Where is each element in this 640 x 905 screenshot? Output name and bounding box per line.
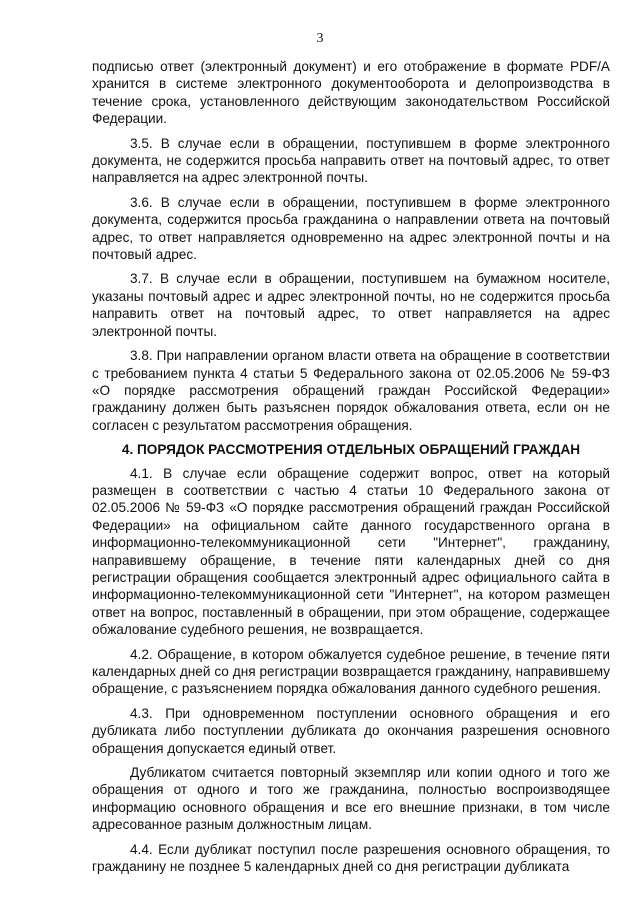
- page-number: 3: [316, 31, 324, 46]
- paragraph-4-3: 4.3. При одновременном поступлении основного обращения и его дубликата либо поступлении дубликата до окончания разрешения основного обращения допускается единый ответ.: [92, 705, 610, 756]
- paragraph-4-4: 4.4. Если дубликат поступил после разрешения основного обращения, то гражданину не позднее 5 календарных дней со дня регистрации дубликата: [92, 841, 610, 875]
- document-body: [92, 58, 610, 882]
- paragraph-3-6: 3.6. В случае если в обращении, поступившем в форме электронного документа, содержится просьба гражданина о направлении ответа на почтовый адрес, то ответ направляется одновременно на адрес электронной почты и на почтовый адрес.: [92, 194, 610, 263]
- paragraph-3-8: 3.8. При направлении органом власти ответа на обращение в соответствии с требованием пункта 4 статьи 5 Федерального закона от 02.05.2006 № 59-ФЗ «О порядке рассмотрения обращений граждан Российской Федерации» гражданину должен быть разъяснен порядок обжалования ответа, если он не согласен с результатом рассмотрения обращения.: [92, 348, 610, 433]
- paragraph-3-5: 3.5. В случае если в обращении, поступившем в форме электронного документа, не содержится просьба направить ответ на почтовый адрес, то ответ направляется на адрес электронной почты.: [92, 135, 610, 186]
- paragraph-continuation: подписью ответ (электронный документ) и его отображение в формате PDF/A хранится в системе электронного документооборота и делопроизводства в течение срока, установленного действующим законодательством Российской Федерации.: [92, 59, 610, 127]
- paragraph-duplicate-definition: Дубликатом считается повторный экземпляр или копии одного и того же обращения от одного и того же гражданина, полностью воспроизводящее информацию основного обращения и все его внешние признаки, в том числе адресованное разным должностным лицам.: [92, 765, 610, 833]
- paragraph-4-1: 4.1. В случае если обращение содержит вопрос, ответ на который размещен в соответствии с частью 4 статьи 10 Федерального закона от 02.05.2006 № 59-ФЗ «О порядке рассмотрения обращений граждан Российской Федерации» на официальном сайте данного государственного органа в информационно-телекоммуникационной сети "Интернет", гражданину, направившему обращение, в течение пяти календарных дней со дня регистрации обращения сообщается электронный адрес официального сайта в информационно-телекоммуникационной сети "Интернет", на котором размещен ответ на вопрос, поставленный в обращении, при этом обращение, содержащее обжалование судебного решения, не возвращается.: [92, 465, 610, 638]
- section-heading: 4. ПОРЯДОК РАССМОТРЕНИЯ ОТДЕЛЬНЫХ ОБРАЩЕНИЙ ГРАЖДАН: [121, 442, 581, 458]
- paragraph-3-7: 3.7. В случае если в обращении, поступившем на бумажном носителе, указаны почтовый адрес и адрес электронной почты, но не содержится просьба направить ответ на почтовый адрес, то ответ направляется на адрес электронной почты.: [92, 271, 610, 339]
- paragraph-4-2: 4.2. Обращение, в котором обжалуется судебное решение, в течение пяти календарных дней со дня регистрации возвращается гражданину, направившему обращение, с разъяснением порядка обжалования данного судебного решения.: [92, 646, 610, 697]
